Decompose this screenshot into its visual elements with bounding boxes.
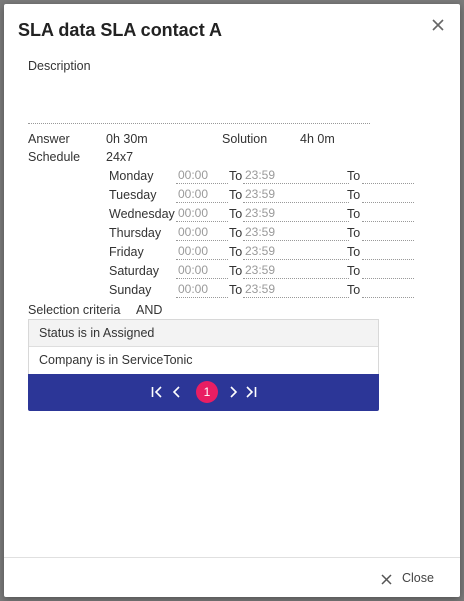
day-label: Wednesday xyxy=(109,207,175,221)
to-label: To xyxy=(347,207,361,221)
from-time-field: 00:00 xyxy=(176,188,228,203)
day-label: Saturday xyxy=(109,264,160,278)
extra-time-field xyxy=(362,226,414,241)
description-label: Description xyxy=(28,59,91,73)
last-page-icon[interactable] xyxy=(244,385,258,399)
extra-time-field xyxy=(362,283,414,298)
to-time-field: 23:59 xyxy=(243,169,349,184)
to-label: To xyxy=(347,283,361,297)
to-time-field: 23:59 xyxy=(243,264,349,279)
from-time-field: 00:00 xyxy=(176,264,228,279)
day-label: Thursday xyxy=(109,226,162,240)
next-page-icon[interactable] xyxy=(226,385,240,399)
day-label: Monday xyxy=(109,169,154,183)
close-button-label: Close xyxy=(402,571,434,585)
extra-time-field xyxy=(362,264,414,279)
criteria-list xyxy=(28,319,379,375)
solution-label: Solution xyxy=(222,132,268,146)
to-label: To xyxy=(229,283,243,297)
day-label: Tuesday xyxy=(109,188,157,202)
solution-value: 4h 0m xyxy=(300,132,335,146)
to-label: To xyxy=(347,245,361,259)
extra-time-field xyxy=(362,245,414,260)
first-page-icon[interactable] xyxy=(150,385,164,399)
close-icon xyxy=(380,573,393,586)
to-label: To xyxy=(347,226,361,240)
from-time-field: 00:00 xyxy=(176,169,228,184)
extra-time-field xyxy=(362,207,414,222)
page-1-button[interactable]: 1 xyxy=(196,381,218,403)
to-time-field: 23:59 xyxy=(243,207,349,222)
to-time-field: 23:59 xyxy=(243,226,349,241)
from-time-field: 00:00 xyxy=(176,283,228,298)
extra-time-field xyxy=(362,169,414,184)
to-label: To xyxy=(229,245,243,259)
to-label: To xyxy=(229,188,243,202)
to-label: To xyxy=(347,264,361,278)
close-icon[interactable] xyxy=(430,17,446,33)
pagination-bar xyxy=(28,374,379,411)
to-time-field: 23:59 xyxy=(243,188,349,203)
day-label: Friday xyxy=(109,245,144,259)
to-time-field: 23:59 xyxy=(243,245,349,260)
from-time-field: 00:00 xyxy=(176,207,228,222)
answer-value: 0h 30m xyxy=(106,132,148,146)
criteria-row[interactable]: Status is in Assigned xyxy=(29,320,378,347)
to-label: To xyxy=(229,226,243,240)
day-label: Sunday xyxy=(109,283,152,297)
schedule-label: Schedule xyxy=(28,150,81,164)
to-time-field: 23:59 xyxy=(243,283,349,298)
footer-divider xyxy=(4,557,460,558)
to-label: To xyxy=(347,169,361,183)
from-time-field: 00:00 xyxy=(176,245,228,260)
to-label: To xyxy=(229,264,243,278)
to-label: To xyxy=(229,207,243,221)
selection-criteria-label: Selection criteria xyxy=(28,303,121,317)
extra-time-field xyxy=(362,188,414,203)
criteria-operator: AND xyxy=(136,303,163,317)
sla-dialog xyxy=(4,4,460,597)
to-label: To xyxy=(229,169,243,183)
description-field xyxy=(28,123,370,124)
dialog-title: SLA data SLA contact A xyxy=(18,20,223,40)
prev-page-icon[interactable] xyxy=(170,385,184,399)
criteria-row[interactable]: Company is in ServiceTonic xyxy=(39,353,193,367)
answer-label: Answer xyxy=(28,132,70,146)
to-label: To xyxy=(347,188,361,202)
schedule-value: 24x7 xyxy=(106,150,134,164)
from-time-field: 00:00 xyxy=(176,226,228,241)
